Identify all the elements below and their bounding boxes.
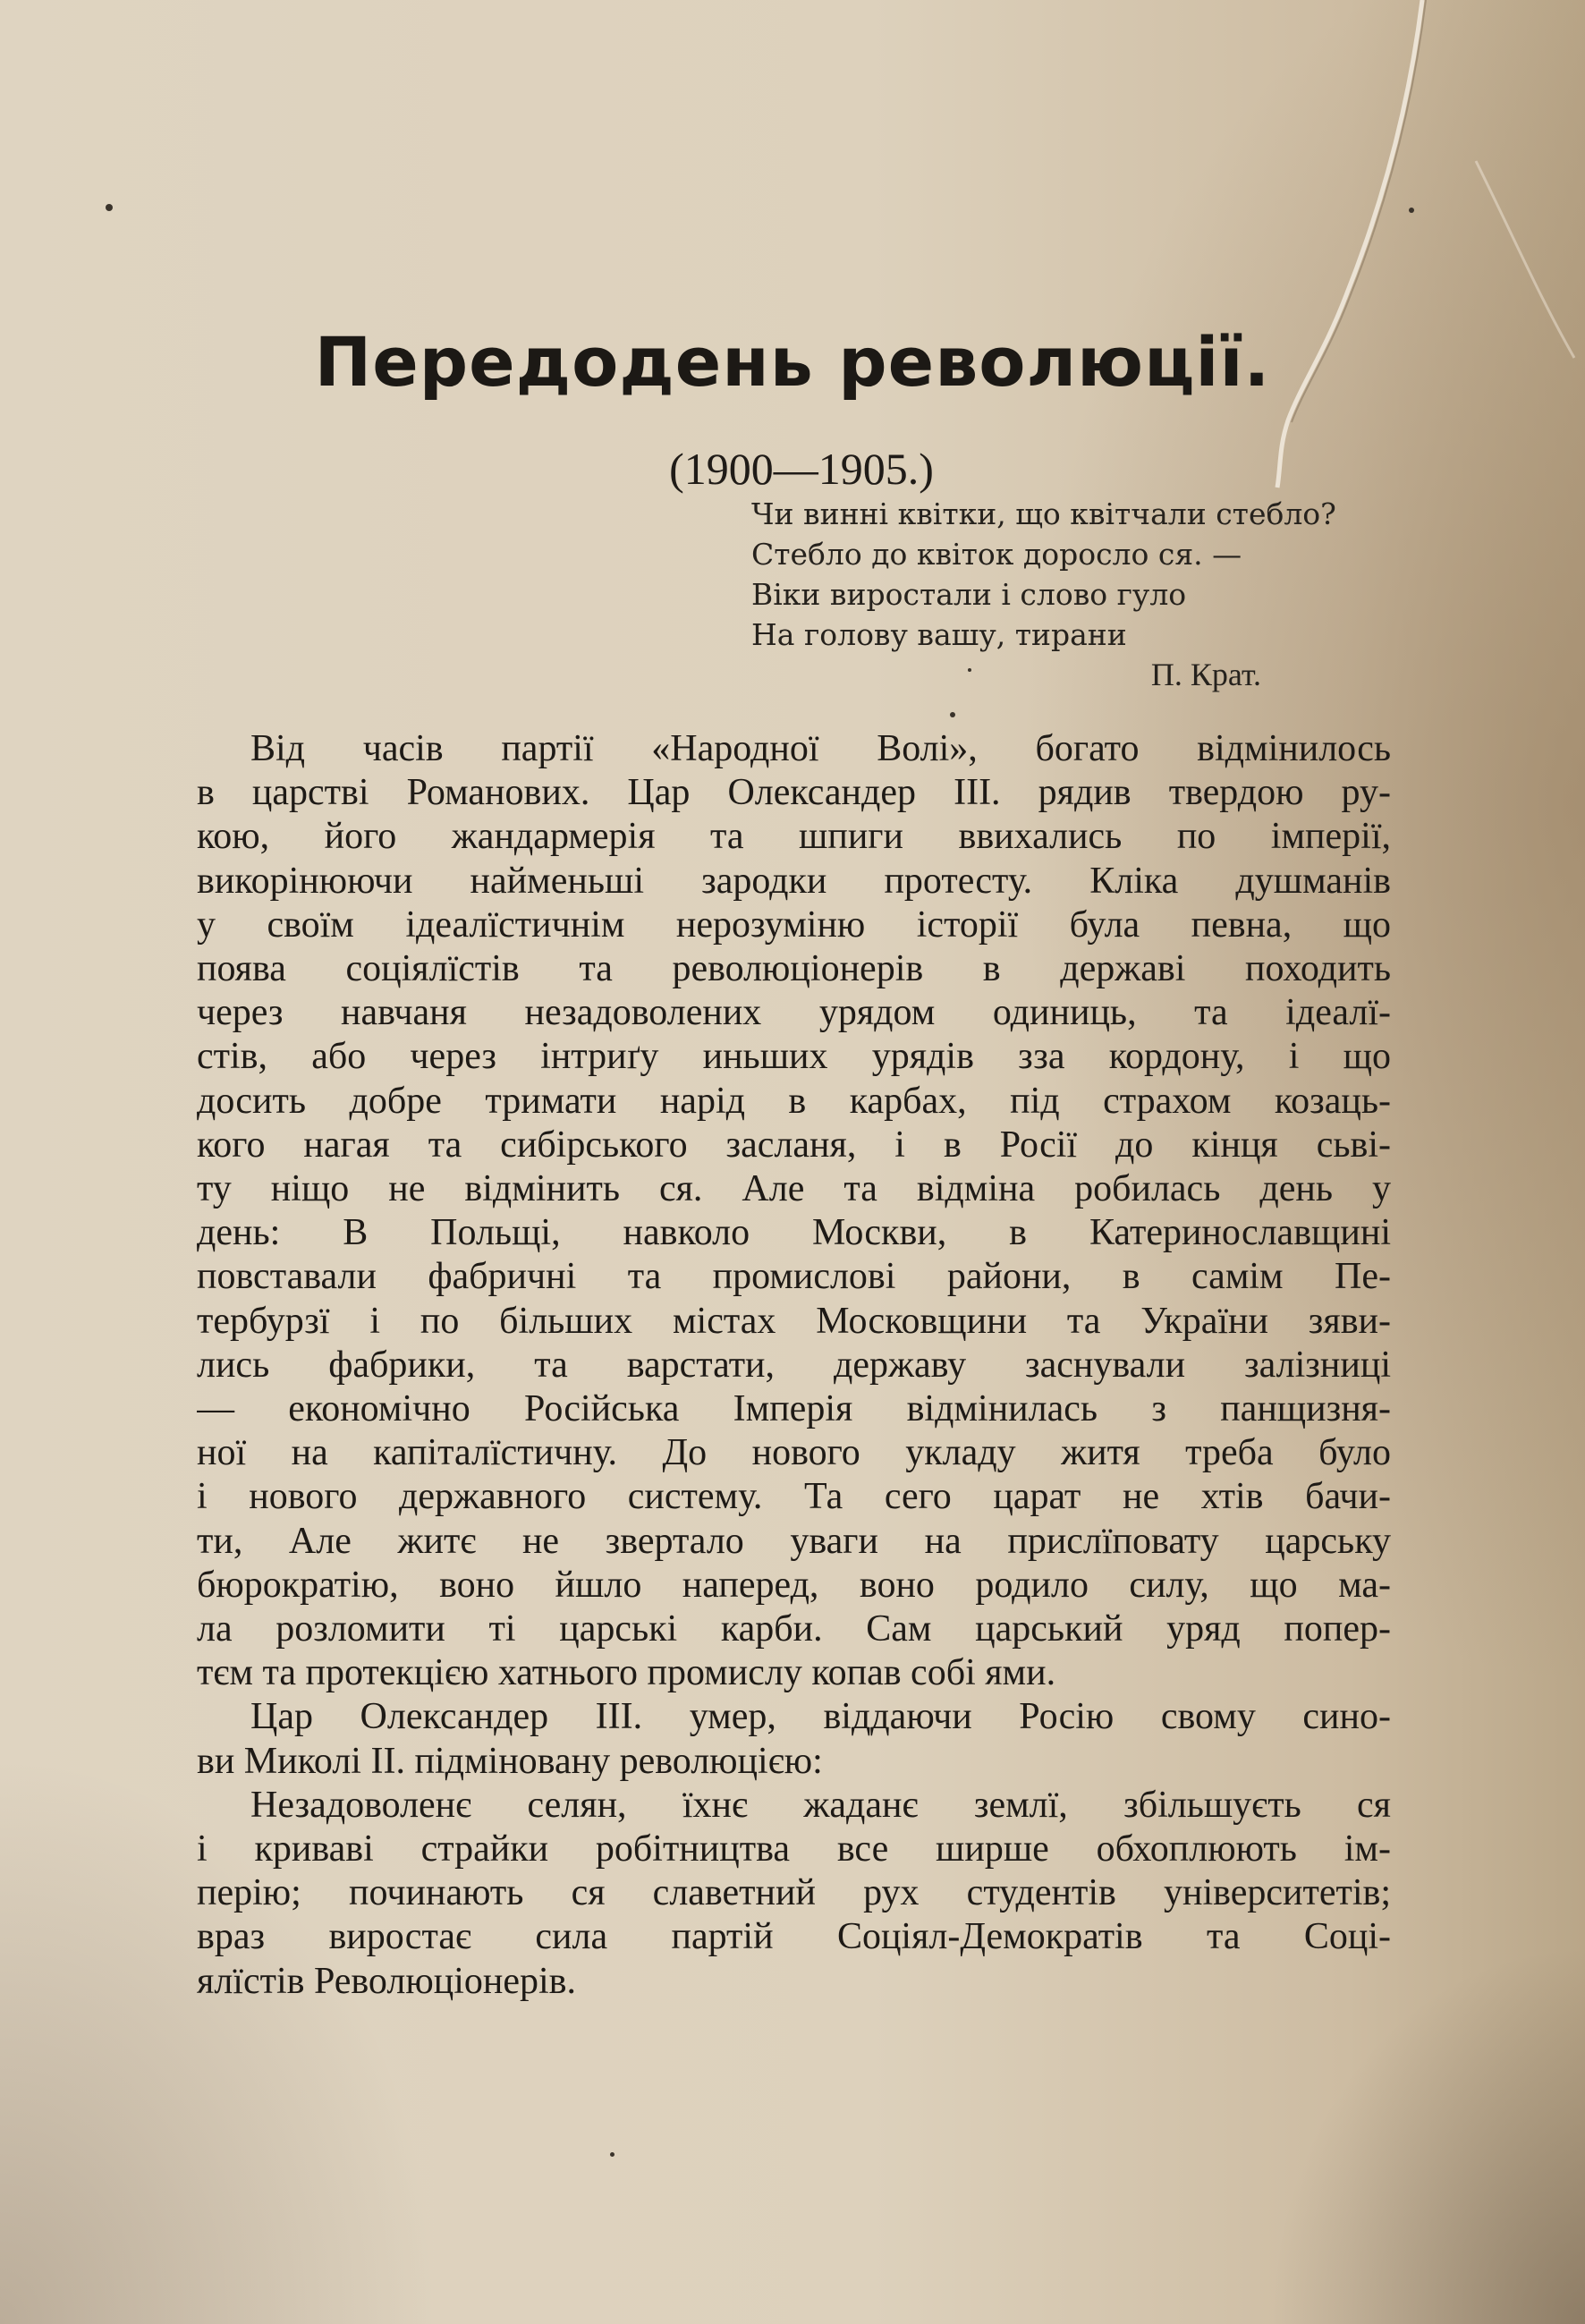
body-text: [197, 727, 1391, 2004]
text-line: у своїм ідеалїстичнім нерозуміню історії була певна, що: [197, 903, 1391, 946]
text-line: і нового державного систему. Та сего царат не хтів бачи-: [197, 1476, 1391, 1518]
date-range: (1900—1905.): [669, 444, 934, 494]
text-line: повставали фабричні та промислові райони, в самім Пе-: [197, 1256, 1391, 1298]
text-line: через навчаня незадоволених урядом одиниць, та ідеалї-: [197, 992, 1391, 1034]
text-line: кого нагая та сибірського засланя, і в Росії до кінця сьві-: [197, 1124, 1391, 1166]
text-line: день: В Польщі, навколо Москви, в Катеринославщині: [197, 1212, 1391, 1254]
ink-speck: [1409, 208, 1414, 213]
text-line: ви Миколі II. підміновану революцією:: [197, 1740, 823, 1782]
text-line: кою, його жандармерія та шпиги ввихались по імперії,: [197, 816, 1391, 858]
ink-speck: [610, 2152, 615, 2157]
paragraph: [197, 1784, 1391, 2004]
text-line: викорінюючи найменьші зародки протесту. Кліка душманів: [197, 860, 1391, 902]
text-line: тєм та протекцією хатнього промислу копав собі ями.: [197, 1652, 1056, 1694]
text-line: в царстві Романових. Цар Олександер III. рядив твердою ру-: [197, 772, 1391, 814]
epigraph-line: Стебло до квіток доросло ся. —: [751, 537, 1242, 572]
text-line: — економічно Російська Імперія відмінилась з панщизня-: [197, 1388, 1391, 1430]
ink-speck: [950, 712, 955, 717]
text-line: Від часів партії «Народної Волі», богато відмінилось: [250, 728, 1391, 769]
text-line: ту ніщо не відмінить ся. Але та відміна робилась день у: [197, 1168, 1391, 1210]
text-line: і криваві страйки робітництва все ширше обхоплюють ім-: [197, 1828, 1391, 1870]
epigraph: [751, 494, 1413, 695]
epigraph-line: Віки виростали і слово гуло: [751, 577, 1187, 612]
text-line: ти, Але житє не звертало уваги на прислїповату царську: [197, 1520, 1391, 1562]
epigraph-line: На голову вашу, тирани: [751, 617, 1127, 652]
text-line: ної на капіталїстичну. До нового укладу житя треба було: [197, 1432, 1391, 1474]
text-line: поява соціялїстів та революціонерів в державі походить: [197, 948, 1391, 990]
text-line: тербурзї і по більших містах Московщини та України зяви-: [197, 1300, 1391, 1342]
text-line: Незадоволенє селян, їхнє жаданє землї, збільшуєть ся: [250, 1784, 1391, 1826]
epigraph-line: Чи винні квітки, що квітчали стебло?: [751, 496, 1336, 531]
text-line: перію; починають ся славетний рух студентів університетів;: [197, 1872, 1391, 1914]
text-line: лись фабрики, та варстати, державу заснували залізниці: [197, 1344, 1391, 1386]
text-line: ла розломити ті царські карби. Сам царський уряд попер-: [197, 1608, 1391, 1650]
text-line: досить добре тримати нарід в карбах, під страхом козаць-: [197, 1080, 1391, 1122]
paragraph: [197, 727, 1391, 1695]
text-line: бюрократію, воно йшло наперед, воно родило силу, що ма-: [197, 1564, 1391, 1606]
ink-speck: [106, 204, 113, 211]
paragraph: [197, 1695, 1391, 1783]
text-line: ялїстів Революціонерів.: [197, 1960, 576, 2002]
epigraph-author: П. Крат.: [1150, 657, 1261, 692]
text-line: Цар Олександер III. умер, віддаючи Росію свому сино-: [250, 1696, 1391, 1738]
page-title: Передодень революції.: [314, 322, 1271, 402]
text-line: враз виростає сила партій Соціял-Демократів та Соці-: [197, 1916, 1391, 1958]
text-line: стів, або через інтриґу иньших урядів зза кордону, і що: [197, 1036, 1391, 1078]
